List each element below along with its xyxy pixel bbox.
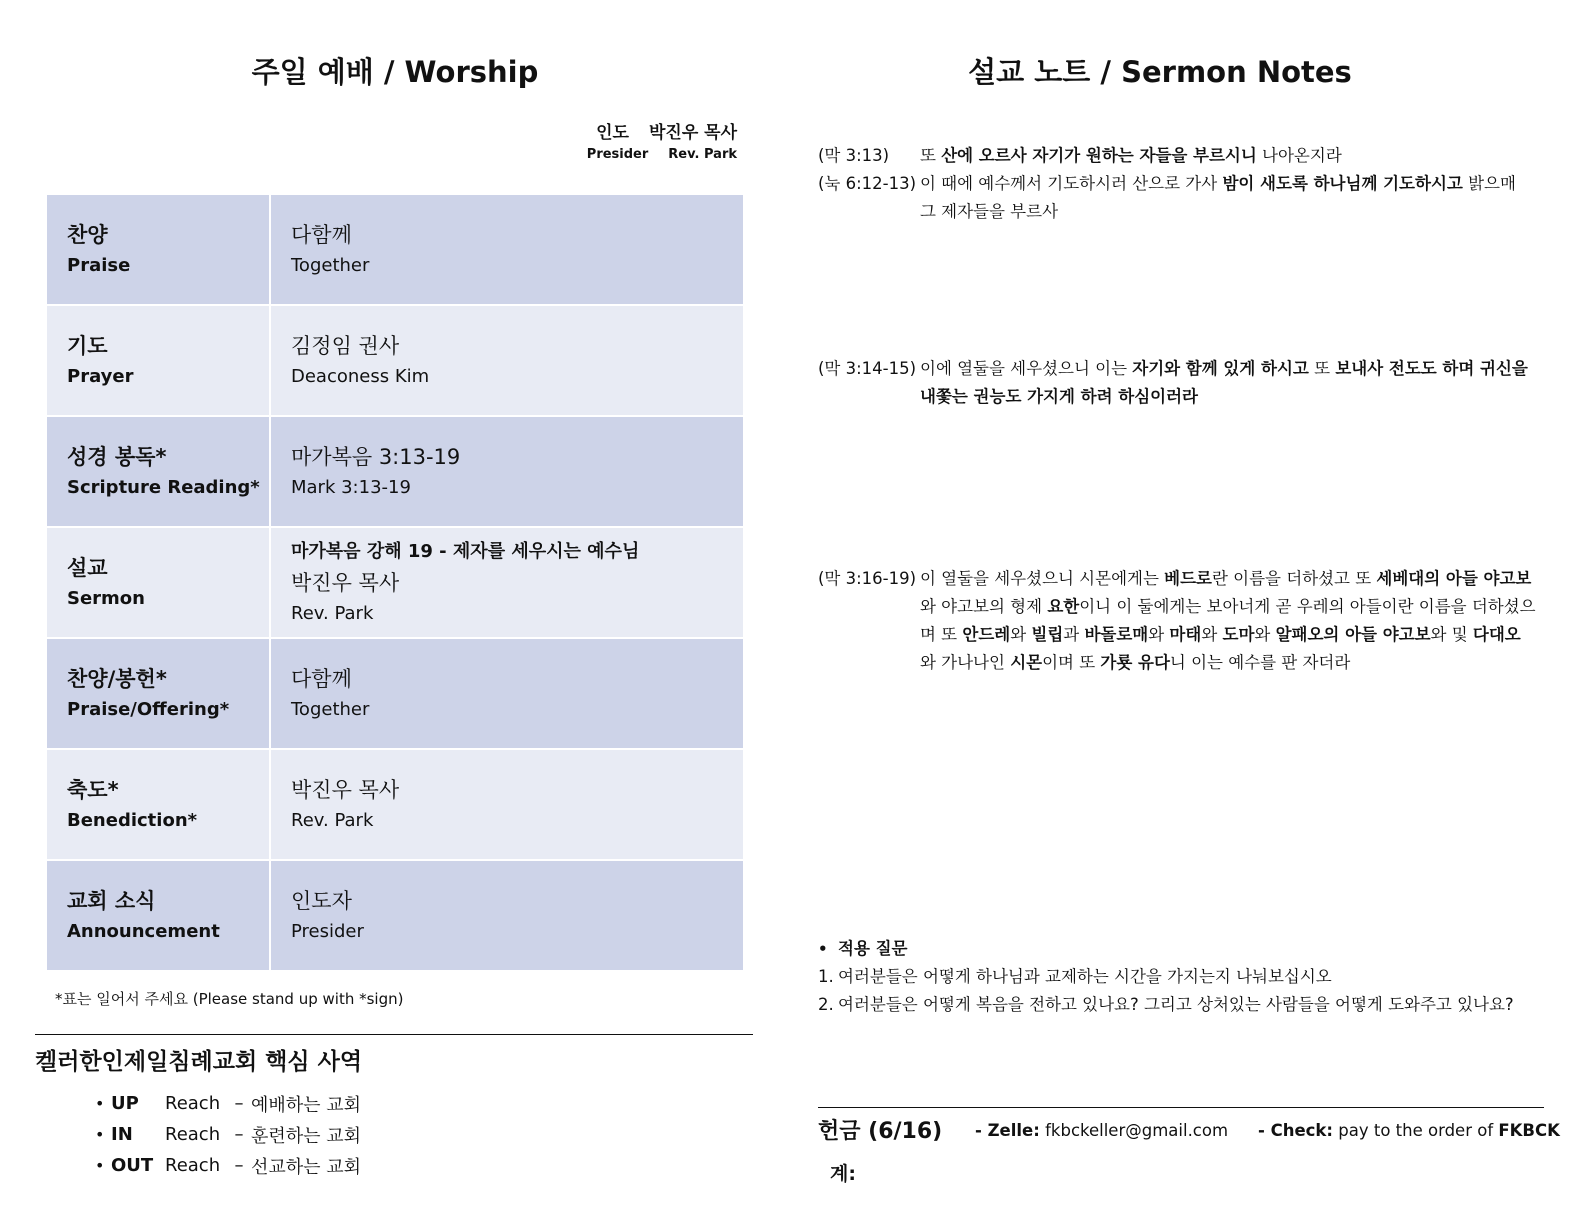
verse-plain: 와 및 (1430, 625, 1473, 644)
verse-text (920, 142, 1536, 170)
order-row-benediction (46, 749, 744, 860)
presider-block (587, 118, 737, 162)
ministry-item-up (95, 1088, 361, 1119)
value-ko: 박진우 목사 (291, 570, 400, 595)
ministry-dash: – (234, 1124, 244, 1145)
verse-plain: 이며 또 (1042, 653, 1101, 672)
value-en: Together (291, 698, 370, 720)
verse-bold: 시몬 (1010, 653, 1043, 672)
order-category (46, 416, 270, 527)
sermon-title: 마가복음 강해 19 - 제자를 세우시는 예수님 (291, 540, 640, 562)
order-category (46, 527, 270, 638)
verse-plain: 나아온지라 (1256, 146, 1342, 165)
category-en: Praise/Offering* (67, 698, 230, 720)
question-item (818, 991, 1536, 1019)
order-row-sermon (46, 527, 744, 638)
ministry-desc: 훈련하는 교회 (251, 1125, 362, 1147)
category-en: Scripture Reading* (67, 476, 260, 498)
verse-luke-6-12-13 (818, 170, 1536, 226)
verse-plain: 와 (1148, 625, 1170, 644)
order-value (270, 527, 744, 638)
verse-text (920, 355, 1536, 411)
category-en: Prayer (67, 365, 134, 387)
verse-plain: 밝으매 그 제자들을 부르사 (920, 174, 1516, 221)
verse-plain: 와 (1254, 625, 1276, 644)
value-ko: 다함께 (291, 666, 352, 691)
order-category (46, 194, 270, 305)
order-value (270, 749, 744, 860)
verse-plain: 또 (920, 146, 942, 165)
zelle-info (975, 1121, 1228, 1140)
order-row-prayer (46, 305, 744, 416)
ministry-reach: Reach (165, 1093, 221, 1114)
verse-bold: 보내사 전도도 하며 귀신을 내쫓는 권능도 가지게 하려 하심이러라 (920, 359, 1528, 406)
verse-bold: 도마 (1222, 625, 1255, 644)
value-en: Rev. Park (291, 602, 374, 624)
check-info (1258, 1121, 1560, 1140)
verse-text (920, 170, 1536, 226)
ministry-key: UP (111, 1093, 139, 1114)
verse-plain: 과 (1063, 625, 1085, 644)
category-en: Sermon (67, 587, 145, 609)
check-payee: FKBCK (1498, 1121, 1560, 1140)
divider-line (818, 1107, 1544, 1108)
ministry-key: IN (111, 1124, 133, 1145)
verse-plain: 와 가나나인 (920, 653, 1011, 672)
sermon-notes-title: 설교 노트 / Sermon Notes (968, 55, 1352, 89)
verse-mark-3-14-15 (818, 355, 1536, 411)
value-en: Mark 3:13-19 (291, 476, 411, 498)
bullet-icon: • (818, 940, 828, 958)
order-category (46, 638, 270, 749)
category-ko: 설교 (67, 555, 108, 580)
category-en: Announcement (67, 920, 220, 942)
bullet-icon: • (95, 1094, 105, 1113)
category-ko: 교회 소식 (67, 888, 156, 913)
category-ko: 기도 (67, 333, 108, 358)
order-value (270, 638, 744, 749)
value-ko: 김정임 권사 (291, 333, 400, 358)
value-en: Together (291, 254, 370, 276)
verse-ref: (눅 6:12-13) (818, 174, 917, 193)
order-category (46, 305, 270, 416)
ministry-desc: 예배하는 교회 (251, 1094, 362, 1116)
category-ko: 축도* (67, 777, 119, 802)
order-value (270, 194, 744, 305)
category-en: Benediction* (67, 809, 198, 831)
category-en: Praise (67, 254, 131, 276)
order-row-announcement (46, 860, 744, 971)
verse-plain: 란 이름을 더하셨고 또 (1211, 569, 1377, 588)
verse-bold: 자기와 함께 있게 하시고 (1132, 359, 1309, 378)
verse-bold: 빌립 (1031, 625, 1064, 644)
value-ko: 인도자 (291, 888, 352, 913)
order-value (270, 416, 744, 527)
category-ko: 찬양/봉헌* (67, 666, 167, 691)
value-ko: 박진우 목사 (291, 777, 400, 802)
verse-plain: 와 야고보의 형제 (920, 597, 1048, 616)
verse-ref: (막 3:14-15) (818, 359, 917, 378)
verse-bold: 마태 (1169, 625, 1202, 644)
verse-plain: 이 열둘을 세우셨으니 시몬에게는 (920, 569, 1165, 588)
verse-bold: 산에 오르사 자기가 원하는 자들을 부르시니 (941, 146, 1257, 165)
ministry-item-in (95, 1119, 361, 1150)
order-row-scripture (46, 416, 744, 527)
verse-bold: 밤이 새도록 하나님께 기도하시고 (1222, 174, 1463, 193)
verse-bold: 가룟 유다 (1100, 653, 1170, 672)
offering-total-label: 계: (830, 1163, 856, 1185)
verse-bold: 세베대의 아들 야고보 (1376, 569, 1532, 588)
order-row-offering (46, 638, 744, 749)
verse-bold: 안드레 (962, 625, 1011, 644)
presider-role-ko: 인도 (596, 123, 629, 143)
value-en: Presider (291, 920, 364, 942)
offering-label: 헌금 (6/16) (818, 1119, 943, 1144)
check-label: - Check: (1258, 1121, 1333, 1140)
value-en: Rev. Park (291, 809, 374, 831)
verse-plain: 와 (1201, 625, 1223, 644)
verse-ref: (막 3:13) (818, 146, 890, 165)
presider-name-en: Rev. Park (668, 147, 737, 162)
value-ko: 다함께 (291, 222, 352, 247)
verse-ref: (막 3:16-19) (818, 569, 917, 588)
bullet-icon: • (95, 1125, 105, 1144)
application-heading: 적용 질문 (838, 939, 908, 958)
verse-plain: 와 (1010, 625, 1032, 644)
verse-text (920, 565, 1536, 677)
verse-mark-3-13 (818, 142, 1536, 170)
verse-plain: 니 이는 예수를 판 자더라 (1169, 653, 1351, 672)
question-number: 1. (818, 967, 834, 986)
question-number: 2. (818, 995, 834, 1014)
question-text: 여러분들은 어떻게 하나님과 교제하는 시간을 가지는지 나눠보십시오 (838, 967, 1332, 986)
order-category (46, 860, 270, 971)
verse-plain: 또 (1308, 359, 1336, 378)
verse-bold: 바돌로매 (1084, 625, 1149, 644)
verse-bold: 요한 (1047, 597, 1080, 616)
question-item (818, 963, 1536, 991)
ministry-dash: – (234, 1093, 244, 1114)
divider-line (35, 1034, 753, 1035)
application-heading-row (818, 935, 1536, 963)
ministry-reach: Reach (165, 1124, 221, 1145)
ministry-list (95, 1088, 361, 1181)
zelle-label: - Zelle: (975, 1121, 1040, 1140)
bullet-icon: • (95, 1156, 105, 1175)
verse-plain: 이에 열둘을 세우셨으니 이는 (920, 359, 1133, 378)
check-text: pay to the order of (1338, 1121, 1494, 1140)
ministry-item-out (95, 1150, 361, 1181)
presider-name-ko: 박진우 목사 (648, 123, 737, 143)
category-ko: 찬양 (67, 222, 108, 247)
order-row-praise (46, 194, 744, 305)
ministry-key: OUT (111, 1155, 154, 1176)
value-ko: 마가복음 3:13-19 (291, 444, 461, 469)
verse-plain: 이 때에 예수께서 기도하시러 산으로 가사 (920, 174, 1223, 193)
question-text: 여러분들은 어떻게 복음을 전하고 있나요? 그리고 상처있는 사람들을 어떻게 도와주고 있나요? (838, 995, 1514, 1014)
worship-title: 주일 예배 / Worship (251, 55, 539, 89)
verse-bold: 다대오 (1472, 625, 1521, 644)
verse-bold: 알패오의 아들 야고보 (1275, 625, 1431, 644)
verse-mark-3-16-19 (818, 565, 1536, 677)
presider-role-en: Presider (586, 147, 649, 162)
verse-bold: 베드로 (1164, 569, 1212, 588)
order-value (270, 860, 744, 971)
ministry-desc: 선교하는 교회 (251, 1156, 362, 1178)
ministry-title: 켈러한인제일침례교회 핵심 사역 (35, 1049, 363, 1075)
order-value (270, 305, 744, 416)
order-category (46, 749, 270, 860)
verse-plain: 이니 이 둘에게는 보아너게 곧 우레의 아들이란 이름을 더하셨으며 또 (920, 597, 1536, 644)
order-of-service-table (45, 193, 745, 972)
value-en: Deaconess Kim (291, 365, 430, 387)
stand-up-footnote: *표는 일어서 주세요 (Please stand up with *sign) (55, 990, 404, 1008)
ministry-dash: – (234, 1155, 244, 1176)
application-questions (818, 935, 1536, 1019)
zelle-email: fkbckeller@gmail.com (1045, 1121, 1229, 1140)
category-ko: 성경 봉독* (67, 444, 167, 469)
ministry-reach: Reach (165, 1155, 221, 1176)
